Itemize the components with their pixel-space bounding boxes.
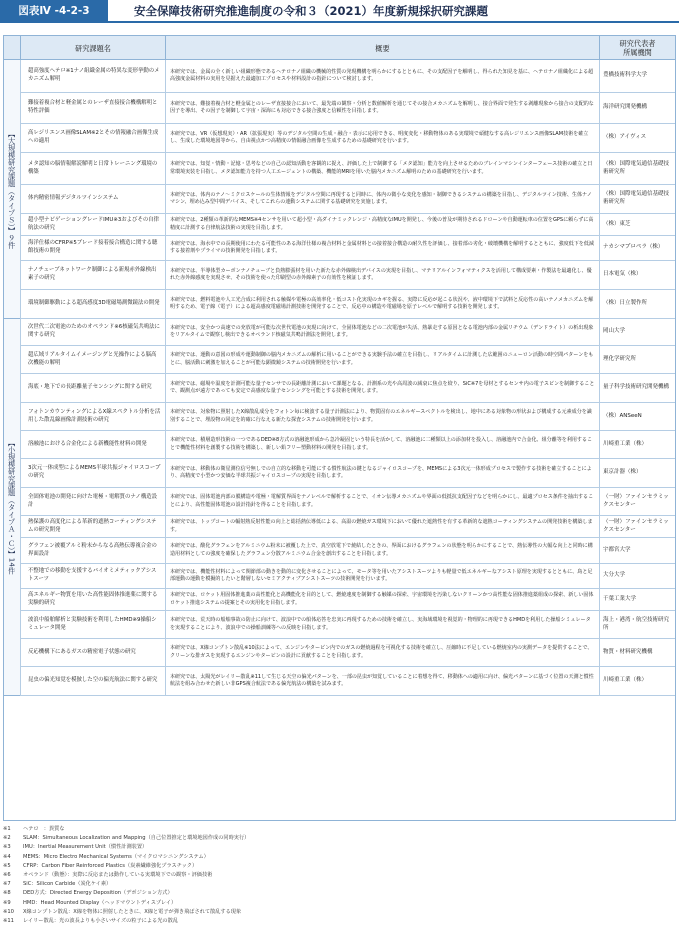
project-summary: 本研究では、体内のナノ～ミクロスケールの生体情報をデジタル空間に再現すると同時に、体内の微小な変化を感知・制御できるシステムの構築を目指し、デジタルツイン技術、生体ナノマシン、埋め込み型中間デバイス、そしてこれらの連動システムに関する基礎研究を実施します。 bbox=[170, 191, 592, 205]
project-title: 超高強度ヘテロ※1ナノ組織金属の特異な変形挙動のメカニズム解明 bbox=[28, 68, 160, 82]
footnote-text: HMD：Head Mounted Display（ヘッドマウントディスプレイ） bbox=[23, 899, 177, 906]
group-label-0 bbox=[4, 60, 20, 319]
project-organization-cell bbox=[599, 667, 675, 695]
project-summary-cell bbox=[165, 93, 599, 123]
header-organization-label: 研究代表者 所属機関 bbox=[619, 39, 656, 57]
table-header bbox=[4, 36, 675, 60]
figure-title: 安全保障技術研究推進制度の令和３（2021）年度新規採択研究課題 bbox=[134, 3, 489, 18]
project-organization-cell bbox=[599, 538, 675, 563]
project-summary-cell bbox=[165, 516, 599, 537]
project-title-cell bbox=[20, 431, 165, 458]
project-summary: 本研究では、ロケット用固体推進薬の高性能化と高機能化を目的として、燃焼速度を制御する触媒の探索、宇宙環境を汚染しないクリーンかつ高性能な固体推進薬組成の探索、新しい固体ロケット推進システムの提案とその実用化を目指します。 bbox=[170, 592, 594, 606]
project-title: 体内精密情報デジタルツインシステム bbox=[28, 195, 119, 202]
table-row bbox=[20, 346, 675, 374]
project-title: 次世代二次電池のためのオペランド※6核磁気共鳴法に関する研究 bbox=[28, 324, 160, 338]
project-title-cell bbox=[20, 667, 165, 695]
footnote-mark: ※5 bbox=[3, 862, 11, 869]
project-summary-cell bbox=[165, 611, 599, 638]
table-row bbox=[20, 431, 675, 459]
project-title-cell bbox=[20, 488, 165, 515]
project-summary: 本研究では、荒天時の船舶事故の防止に向けて、波浪中での船体応答を忠実に再現するための技術を確立し、実海域環境を視覚的・物理的に再現できるHMDを利用した操船シミュレータを実現することにより、波浪中での操船訓練等への反映を目指します。 bbox=[170, 617, 591, 631]
project-summary: 本研究では、積層造形技術の一つであるDED※8方式の溶融池形成から急冷凝固という特長を活かして、溶融池に二種類以上の添加材を投入し、溶融池内で合金化、組分離等を利用することで機能性材料を創製する技術を構築し、新しい鉛フリー塑動材料の開発を目指します。 bbox=[170, 437, 593, 451]
table-row bbox=[20, 516, 675, 538]
project-organization: 宇都宮大学 bbox=[603, 546, 631, 553]
footnote-mark: ※2 bbox=[3, 835, 11, 842]
table-row bbox=[20, 60, 675, 93]
table-row bbox=[20, 488, 675, 516]
project-organization-cell bbox=[599, 431, 675, 458]
table-row bbox=[20, 153, 675, 185]
project-title-cell bbox=[20, 516, 165, 537]
project-summary: 本研究では、燃料電池や人工光合成に利用される触媒や電極の高効率化・低コスト化実現のカギを握る、実際に反応が起こる状況や、液中環境下で試料と反応性の高いナノメカニズムを解明するため、電子線（電子）による超高感度電磁場計測技術を開発することで、反応中の構造や電磁場を原子レベルで解明する技術を開発します。 bbox=[170, 296, 594, 310]
project-organization: 量子科学技術研究開発機構 bbox=[603, 384, 670, 391]
table-row bbox=[20, 459, 675, 488]
project-title: 海洋仕様のCFRP※5ブレード接着接合構造に関する聴館技術の開発 bbox=[28, 240, 158, 254]
project-summary: 本研究では、固体電池内部の膜構造や電極・電解質界面をナノレベルで解析することで、イオン伝導メカニズムや界面の低抵抗支配因子などを明らかにし、最適プロセス条件を抽出することにより、高性能固体電池の設計指針を得ることを目指します。 bbox=[170, 494, 594, 508]
project-organization: （株）国際電気通信基礎技術研究所 bbox=[603, 160, 670, 175]
table-row bbox=[20, 667, 675, 696]
table-row bbox=[20, 538, 675, 564]
project-title: 溶融池における合金化による新機能性材料の開発 bbox=[28, 440, 147, 447]
project-title: フォトンカウンティングによるX線スペクトル分析を活用した散乱線画像計測技術の研究 bbox=[28, 408, 161, 423]
project-summary: 本研究では、難接着複合材と軽金属とのレーザ直接接合において、最先端の観察・分析と数値解析を通じてその接合メカニズムを解明し、接合界面で発生する剥離現象から接合の支配的な因子を導出、その因子を制御して宇宙・深海にも対応できる接合強度と信頼性を目指します。 bbox=[170, 100, 594, 114]
project-summary-cell bbox=[165, 538, 599, 563]
project-organization: （一財）ファインセラミックスセンター bbox=[603, 493, 669, 508]
project-organization-cell bbox=[599, 403, 675, 430]
group-label-text: 【小規模研究課題（タイプＡ・Ｃ）】14件 bbox=[7, 439, 17, 575]
table-row bbox=[20, 290, 675, 319]
project-title-cell bbox=[20, 564, 165, 588]
project-title-cell bbox=[20, 346, 165, 373]
table-row bbox=[20, 564, 675, 589]
project-organization-cell bbox=[599, 589, 675, 610]
project-summary-cell bbox=[165, 431, 599, 458]
project-summary-cell bbox=[165, 153, 599, 184]
project-organization: 川崎重工業（株） bbox=[603, 440, 648, 447]
project-title-cell bbox=[20, 611, 165, 638]
project-summary: 本研究では、海水中での長期使用にわたる可能性のある海洋仕様の複合材料と金属材料との接着接合構造の耐久性を評価し、接着部の劣化・破壊機構を解明するとともに、強度低下を低減する接着剤やプライマの技術開発を目指します。 bbox=[170, 240, 594, 254]
header-summary-column: 概要 bbox=[165, 36, 599, 60]
project-summary: 本研究では、VR（仮想現実）・AR（拡張現実）等のデジタル空間の生成・融合・表示に応用できる、明度変化・移動物体のある実環境で頑健なする高レジリエンス画像SLAM技術を確立し、生成した環境地図等から、自由視点かつ高精度の情報融合画像を生成するための基礎研究を行います。 bbox=[170, 130, 589, 144]
footnote-mark: ※11 bbox=[3, 918, 14, 925]
project-title: 昆虫の偏光知覚を模倣した空の偏光航法に関する研究 bbox=[28, 677, 158, 684]
project-organization-cell bbox=[599, 236, 675, 260]
project-organization-cell bbox=[599, 639, 675, 666]
project-organization: （株）アイヴィス bbox=[603, 134, 647, 141]
project-organization-cell bbox=[599, 488, 675, 515]
project-organization: 岡山大学 bbox=[603, 328, 626, 335]
project-title-cell bbox=[20, 185, 165, 213]
project-organization: 豊橋技術科学大学 bbox=[603, 72, 648, 79]
project-organization-cell bbox=[599, 516, 675, 537]
project-organization: （株）東芝 bbox=[603, 220, 631, 227]
project-organization: （株）ANSeeN bbox=[603, 412, 642, 419]
project-title-cell bbox=[20, 153, 165, 184]
header-title-column: 研究課題名 bbox=[20, 36, 165, 60]
project-organization-cell bbox=[599, 124, 675, 152]
project-organization-cell bbox=[599, 319, 675, 345]
project-summary-cell bbox=[165, 403, 599, 430]
project-summary: 本研究では、2種類の革新的なMEMS※4センサを用いて超小型・高ダイナミックレンジ・高精度なIMUを開発し、今後の普及が期待されるドローンや自動運転車の位置をGPSに頼らずに高精度に計測する自律航法技術の実現を目指します。 bbox=[170, 217, 594, 231]
footnote-mark: ※8 bbox=[3, 890, 11, 897]
project-summary-cell bbox=[165, 488, 599, 515]
footnote bbox=[3, 908, 676, 917]
project-title: 高エネルギー物質を用いた高性能固体推進薬に関する実験的研究 bbox=[28, 591, 158, 606]
project-summary: 本研究では、トップコートの輻射熱反射性能の向上と総括熱伝導低による、高温の燃焼ガス環境下において優れた遮熱性を有する革新的な遮熱コーティングシステムの開発技術を構築します。 bbox=[170, 519, 593, 533]
project-title: 海底・地下での長距離量子センシングに関する研究 bbox=[28, 384, 152, 391]
project-title-cell bbox=[20, 319, 165, 345]
group-label-1 bbox=[4, 319, 20, 696]
project-title-cell bbox=[20, 639, 165, 666]
project-title: 反応機構下にあるガスの精密電子状態の研究 bbox=[28, 648, 136, 655]
project-summary-cell bbox=[165, 564, 599, 588]
project-summary-cell bbox=[165, 589, 599, 610]
project-title: グラフェン被覆アルミ粉末からなる高熱伝導複合金の界面設計 bbox=[28, 542, 157, 557]
table-row bbox=[20, 319, 675, 346]
footnote bbox=[3, 871, 676, 880]
footnote bbox=[3, 834, 676, 843]
project-organization-cell bbox=[599, 564, 675, 588]
project-organization: 大分大学 bbox=[603, 572, 626, 579]
project-organization: 物質・材料研究機構 bbox=[603, 648, 653, 655]
project-organization-cell bbox=[599, 60, 675, 92]
project-title-cell bbox=[20, 459, 165, 487]
project-summary: 本研究では、太陽光がレイリー散乱※11して生じる天空の偏光パターンを、一部の昆虫が知覚していることに着想を得て、移動体への適用に向け、偏光パターンに基づく位置の天測と慣性航法を組み合わせた新しい非GPS複合航法である偏光航法の構築を試みます。 bbox=[170, 673, 594, 687]
project-organization: 海上・港湾・航空技術研究所 bbox=[603, 616, 670, 631]
project-organization: 日本電気（株） bbox=[603, 271, 642, 278]
project-summary: 本研究では、磁場や温度を計測可能な量子センサでの長距離計測において課題となる、計測系の光や高周波の減衰に焦点を絞り、SiC※7を母材とするセンサ内の電子スピンを制御することで、観測点が遠方であっても安定で高感度な量子センシングを可能とする技術を開発します。 bbox=[170, 380, 595, 394]
project-organization: 海洋研究開発機構 bbox=[603, 104, 648, 111]
project-organization-cell bbox=[599, 93, 675, 123]
footnote bbox=[3, 843, 676, 852]
footnote bbox=[3, 899, 676, 908]
project-title-cell bbox=[20, 60, 165, 92]
table-row bbox=[20, 611, 675, 639]
figure-header bbox=[0, 0, 679, 23]
project-summary-cell bbox=[165, 236, 599, 260]
project-title-cell bbox=[20, 403, 165, 430]
footnote-text: レイリー散乱：光の波長よりも小さいサイズの粒子による光の散乱 bbox=[23, 918, 178, 925]
project-summary: 本研究では、安全かつ高速での充放電が可能な次世代電池の実現に向けて、全固体電池などの二次電池が失活、熱暴走する原因となる電池内部の金属リチウム（デンドライト）の析出現象をリアルタイムで観察し検出できるオペランド核磁気共鳴計測法を開発します。 bbox=[170, 324, 594, 338]
project-title-cell bbox=[20, 261, 165, 289]
table-row bbox=[20, 403, 675, 431]
project-organization-cell bbox=[599, 459, 675, 487]
project-title: 超小型ナビゲーショングレードIMU※3およびその自律航法の研究 bbox=[28, 216, 160, 231]
project-summary: 本研究では、対象物に照射したX線散乱成分をフォトン毎に検波する量子計測法により、物質固有のエネルギースペクトルを検出し、地中にある対象物の形状および構成する元素成分を識別することで、埋設物の同定を的確に行なえる新たな探査システムの技術開発を行います。 bbox=[170, 409, 592, 423]
footnote-text: DED方式：Directed Energy Deposition（デポジション方式） bbox=[23, 890, 173, 897]
project-summary-cell bbox=[165, 261, 599, 289]
project-summary: 本研究では、知覚・情動・記憶・思考などの自己の認知活動を客観的に捉え、評価した上で制御する「メタ認知」能力を向上させるためのブレインマシンインターフェース技術の確立と日常環境実装を目指し、メタ認知能力を持つ人工エージェントの構築、機能的MRIを用いた脳内メカニズム解明のための基礎研究を行います。 bbox=[170, 161, 593, 175]
table-row bbox=[20, 374, 675, 403]
project-title-cell bbox=[20, 589, 165, 610]
project-organization-cell bbox=[599, 214, 675, 235]
project-title: 超広域リアルタイムイメージングと光操作による脳高次機能の解明 bbox=[28, 351, 157, 366]
project-summary-cell bbox=[165, 346, 599, 373]
project-title: メタ認知の脳情報解読解明と日常トレーニング環境の構築 bbox=[28, 160, 158, 175]
project-summary-cell bbox=[165, 185, 599, 213]
project-title-cell bbox=[20, 214, 165, 235]
table-row bbox=[20, 236, 675, 261]
footnote-mark: ※10 bbox=[3, 908, 14, 915]
footnote bbox=[3, 825, 676, 834]
project-organization-cell bbox=[599, 290, 675, 318]
project-organization-cell bbox=[599, 611, 675, 638]
footnote-mark: ※3 bbox=[3, 844, 11, 851]
table-row bbox=[20, 261, 675, 290]
project-title: 難接着複合材と軽金属とのレーザ直接接合機構解明と特性評価 bbox=[28, 100, 158, 114]
project-organization: 東京計器（株） bbox=[603, 469, 642, 476]
project-title-cell bbox=[20, 538, 165, 563]
project-organization: ナカシマプロペラ（株） bbox=[603, 244, 664, 251]
footnote-text: ヘテロ ：異質な bbox=[23, 826, 65, 832]
group-label-text: 【大規模研究課題（タイプＳ）】９件 bbox=[7, 129, 17, 249]
project-title: 環境制御駆動による超高感度3D電磁場測微鏡法の開発 bbox=[28, 300, 160, 307]
footnote-text: オペランド（動態）：実際に反応または動作している実環境下での観察・評価技術 bbox=[23, 872, 213, 879]
footnote-mark: ※9 bbox=[3, 899, 11, 906]
project-summary: 本研究では、機能性材料によって関節部の動きを動的に変化させることによって、モータ等を用いたアシストスーツよりも軽量で低エネルギーなアシスト原理を実現するとともに、鳥と足部運動の運動を模擬的したいと階層しないセミアクティブアシストスーツの技術開発を行います。 bbox=[170, 568, 593, 582]
project-summary-cell bbox=[165, 214, 599, 235]
footnote-mark: ※1 bbox=[3, 826, 11, 832]
project-organization: 理化学研究所 bbox=[603, 355, 637, 362]
footnote-mark: ※7 bbox=[3, 881, 11, 888]
project-title: 熱保護の高度化による革新的遮熱コーティングシステムの研究開発 bbox=[28, 518, 157, 533]
project-organization: （株）日立製作所 bbox=[603, 300, 648, 307]
project-title-cell bbox=[20, 236, 165, 260]
project-organization: 川崎重工業（株） bbox=[603, 677, 648, 684]
project-summary: 本研究では、金属の全く新しい組織形態であるヘテロナノ組織の機械的性質の発現機構を明らかにするとともに、その支配因子を解明し、得られた知見を基に、ヘテロナノ組織化による超高強度金属材料の実用を見据えた最適加工プロセスや材料設計の指針について検討します。 bbox=[170, 68, 594, 82]
footnote-text: MEMS：Micro Electro Mechanical Systems（マイクロマシニングシステム） bbox=[23, 853, 209, 860]
project-organization: （株）国際電気通信基礎技術研究所 bbox=[603, 191, 670, 205]
project-title: 全固体電池の開発に向けた電極・電解質のナノ構造設計 bbox=[28, 493, 157, 508]
project-summary: 本研究では、X線コンプトン散乱※10法によって、エンジンやタービン内でのガスの燃焼過程を可視化する技術を確立し、圧縮時に不足している燃焼室内の実測データを提供することで、クリーンな排ガスを実現するエンジンやタービンの設計に貢献することを目指します。 bbox=[170, 645, 593, 659]
footnote bbox=[3, 862, 676, 871]
project-title: 高レジリエンス画像SLAM※2とその情報融合画像生成への適用 bbox=[28, 130, 159, 144]
footnote-text: SiC：Silicon Carbide（炭化ケイ素） bbox=[23, 881, 112, 888]
project-summary: 本研究では、移動体の衛星測位信号無しでの自立的な移動を可能にする慣性航法の鍵となるジャイロスコープを、MEMSによる3次元一体形成プロセスで製作する技術を確立することにより、高精度で小型かつ安価な半球共振ジャイロスコープの実現を目指します。 bbox=[170, 465, 592, 479]
footnote-text: CFRP：Carbon Fiber Reinforced Plastics（炭素繊維強化プラスチック） bbox=[23, 862, 198, 869]
project-title-cell bbox=[20, 93, 165, 123]
footnote-text: SLAM：Simultaneous Localization and Mapping（自己位置推定と環境地図作成の同時実行） bbox=[23, 835, 250, 842]
project-title-cell bbox=[20, 124, 165, 152]
project-summary: 本研究では、運動の意図の形成や運動制御の脳内メカニズムの解析に用いることができる実験手法の確立を目指し、リアルタイムに計測した広範囲のニューロン活動の時空間パターンをもとに、脳活動に刺激を加えることが可能な顕微鏡システムの技術開発を行います。 bbox=[170, 352, 594, 366]
project-summary-cell bbox=[165, 374, 599, 402]
footnote-text: IMU：Inertial Measurement Unit（慣性計測装置） bbox=[23, 844, 148, 851]
project-summary-cell bbox=[165, 639, 599, 666]
figure-label: 図表Ⅳ -4-2-3 bbox=[0, 0, 108, 21]
project-summary-cell bbox=[165, 60, 599, 92]
table-row bbox=[20, 124, 675, 153]
table-row bbox=[20, 214, 675, 236]
project-organization-cell bbox=[599, 374, 675, 402]
project-title: 波浪中船舶解析と実験技術を利用したHMD※9操船シミュレータ開発 bbox=[28, 616, 157, 631]
table-row bbox=[20, 639, 675, 667]
research-projects-table bbox=[3, 35, 676, 821]
project-title-cell bbox=[20, 290, 165, 318]
footnote bbox=[3, 880, 676, 889]
project-title: ナノチューブネットワーク制御による新規赤外線検出素子の研究 bbox=[28, 267, 157, 281]
project-summary-cell bbox=[165, 290, 599, 318]
header-organization-column bbox=[599, 36, 675, 60]
project-organization-cell bbox=[599, 153, 675, 184]
project-organization-cell bbox=[599, 185, 675, 213]
project-summary: 本研究では、半導体型カーボンナノチューブと負熱膨張材を用いた新たな赤外線検出デバイスの実現を目指し、マテリアルインフォマティクスを活用して構成要素・作製法を最適化し、優れた赤外線感度を実現させ、その技術を使った印刷型の赤外線素子の有効性を検証します。 bbox=[170, 267, 592, 281]
footnote bbox=[3, 889, 676, 898]
project-organization: 千葉工業大学 bbox=[603, 595, 637, 602]
footnote bbox=[3, 917, 676, 926]
project-organization-cell bbox=[599, 346, 675, 373]
project-summary-cell bbox=[165, 124, 599, 152]
project-organization-cell bbox=[599, 261, 675, 289]
footnote-text: X線コンプトン散乱：X線を物体に照射したときに、X線と電子が弾き飛ばされて散乱する現象 bbox=[23, 908, 242, 915]
footnote bbox=[3, 853, 676, 862]
project-summary-cell bbox=[165, 319, 599, 345]
project-summary-cell bbox=[165, 459, 599, 487]
table-row bbox=[20, 589, 675, 611]
footnote-mark: ※6 bbox=[3, 872, 11, 879]
project-summary: 本研究では、酸化グラフェンをアルミニウム粉末に被覆した上で、真空放電下で焼結したときの、界面におけるグラフェンの状態を明らかにすることで、熱伝導性の大幅な向上と同時に構造用材料としての強度を確保したグラフェン分散アルミニウム合金を創出することを目指します。 bbox=[170, 543, 593, 557]
project-title-cell bbox=[20, 374, 165, 402]
project-title: 3次元一体成型によるMEMS半球共振ジャイロスコープの研究 bbox=[28, 465, 161, 479]
footnotes bbox=[3, 825, 676, 926]
table-row bbox=[20, 185, 675, 214]
project-summary-cell bbox=[165, 667, 599, 695]
table-row bbox=[20, 93, 675, 124]
project-organization: （一財）ファインセラミックスセンター bbox=[603, 518, 669, 533]
project-title: 不整地での移動を支援するバイオミメティックアシストスーツ bbox=[28, 568, 157, 582]
footnote-mark: ※4 bbox=[3, 853, 11, 860]
